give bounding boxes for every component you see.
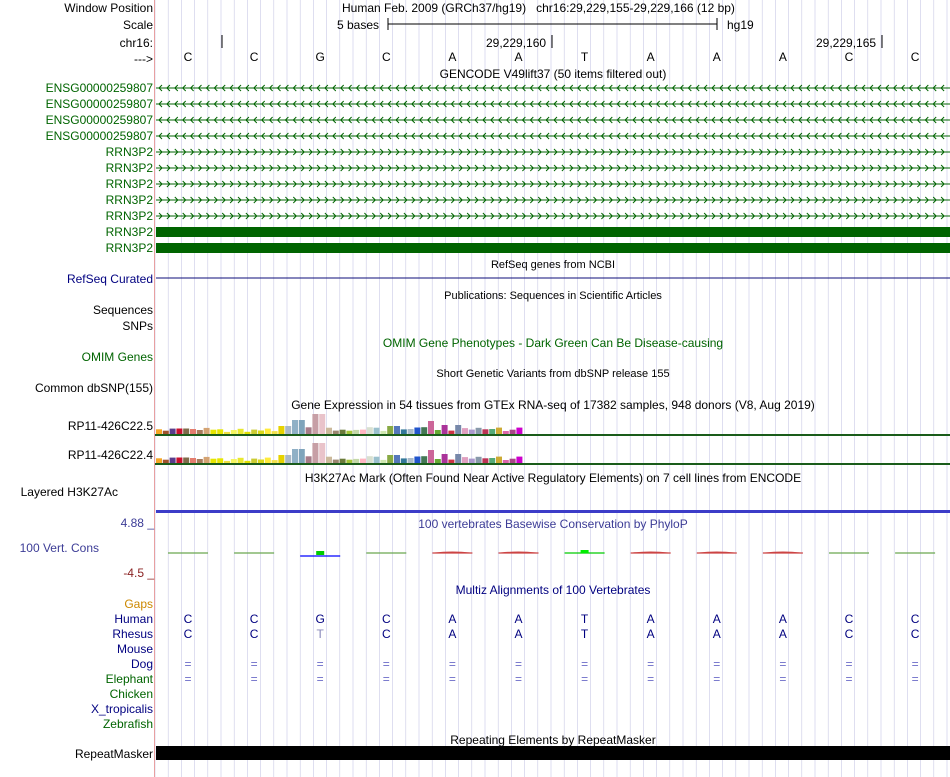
gtex-row-2-bar <box>312 443 318 463</box>
gtex-row-1-bar <box>442 425 448 434</box>
gtex-row-1-bar <box>319 414 325 434</box>
gtex-row-2-bar <box>217 458 223 463</box>
gtex-row-2-bar <box>442 454 448 463</box>
multiz-base: C <box>183 612 193 626</box>
gtex-row-1-bar <box>408 429 414 434</box>
gtex-row-1-bar <box>353 430 359 434</box>
sequence-base: C <box>381 50 391 64</box>
label-divider <box>154 0 155 777</box>
gtex-row-1-bar <box>489 429 495 434</box>
gencode-row-label[interactable]: ENSG00000259807 <box>45 81 153 95</box>
sequence-base: T <box>580 50 589 64</box>
gtex-row-2-bar <box>455 454 461 463</box>
window-position-label: Window Position <box>64 1 153 15</box>
gtex-row-2-bar <box>251 459 257 463</box>
sequence-base: C <box>249 50 259 64</box>
multiz-species-label[interactable]: Dog <box>130 657 153 671</box>
gtex-row-1-bar <box>394 426 400 434</box>
multiz-base: A <box>712 627 721 641</box>
gtex-row-1-bar <box>455 425 461 434</box>
gtex-row-2-bar <box>367 456 373 463</box>
gtex-row-2-bar <box>374 457 380 463</box>
multiz-base: = <box>514 657 522 671</box>
gtex-row-1-bar <box>156 429 162 434</box>
sequence-base: C <box>910 50 920 64</box>
gtex-row-2-bar <box>272 460 278 463</box>
multiz-base: A <box>646 627 655 641</box>
gtex-row-1-bar <box>170 429 176 434</box>
gtex-row-1-bar <box>346 431 352 434</box>
phylop-mark <box>581 550 589 553</box>
gtex-row-2-bar <box>414 457 420 464</box>
multiz-base: A <box>778 627 787 641</box>
gtex-row-1-bar <box>251 430 257 434</box>
gtex-row-2-bar <box>333 460 339 463</box>
phylop-label[interactable]: 100 Vert. Cons <box>19 541 99 555</box>
gtex-row-1-bar <box>496 428 502 434</box>
gtex-row-2-bar <box>210 459 216 463</box>
gtex-row-2-bar <box>156 458 162 463</box>
gtex-row-1-bar <box>333 431 339 434</box>
gtex-row-2-bar <box>204 457 210 463</box>
gtex-row-1-bar <box>435 430 441 434</box>
refseq-track-title[interactable]: RefSeq genes from NCBI <box>490 259 616 271</box>
gtex-row-2-bar <box>394 455 400 463</box>
multiz-base: = <box>779 672 787 686</box>
gtex-row-1-bar <box>272 431 278 434</box>
gtex-row-1-bar <box>469 430 475 434</box>
gtex-row-2-bar <box>278 455 284 463</box>
multiz-base: A <box>448 627 457 641</box>
gtex-row-1-bar <box>176 429 182 435</box>
gtex-row-2-bar <box>510 459 516 463</box>
gencode-exon-block <box>156 243 950 253</box>
gencode-row-label[interactable]: RRN3P2 <box>105 209 153 223</box>
chrom-label: chr16: <box>119 36 153 50</box>
gencode-row-label[interactable]: RRN3P2 <box>105 241 153 255</box>
snps-label[interactable]: SNPs <box>122 319 153 333</box>
gtex-row-1-bar <box>387 426 393 434</box>
scale-label: Scale <box>122 18 153 32</box>
gtex-row-2-bar <box>238 458 244 463</box>
multiz-base: C <box>844 612 854 626</box>
gtex-row-1-bar <box>204 428 210 434</box>
gtex-row-1-bar <box>421 427 427 434</box>
multiz-base: A <box>712 612 721 626</box>
gtex-row-1-bar <box>210 430 216 434</box>
gtex-row-2-bar <box>163 460 169 463</box>
multiz-base: = <box>911 657 919 671</box>
gtex-row-2-bar <box>353 459 359 463</box>
multiz-base: T <box>580 612 589 626</box>
multiz-base: A <box>448 612 457 626</box>
gtex-row-1-bar <box>190 429 196 434</box>
gtex-row-2-label[interactable]: RP11-426C22.4 <box>67 448 153 462</box>
multiz-base: T <box>316 627 324 641</box>
multiz-base: = <box>647 657 655 671</box>
gtex-row-2-bar <box>489 458 495 463</box>
multiz-base: = <box>911 672 919 686</box>
gtex-row-1-bar <box>217 429 223 434</box>
gtex-row-1-bar <box>292 420 298 434</box>
gtex-row-1-bar <box>258 431 264 435</box>
gtex-row-1-bar <box>197 430 203 434</box>
sequence-base: C <box>844 50 854 64</box>
multiz-base: C <box>910 627 920 641</box>
window-position-text: Human Feb. 2009 (GRCh37/hg19) chr16:29,229,155-29,229,166 (12 bp) <box>342 1 735 15</box>
gtex-row-1-bar <box>414 428 420 435</box>
strand-arrow-label: ---> <box>134 52 153 66</box>
multiz-base: = <box>250 657 258 671</box>
gtex-row-2-bar <box>319 443 325 463</box>
gencode-row-label[interactable]: RRN3P2 <box>105 145 153 159</box>
gencode-row-label[interactable]: ENSG00000259807 <box>45 129 153 143</box>
gtex-row-2-bar <box>387 455 393 463</box>
multiz-base: C <box>249 627 259 641</box>
gtex-row-1-bar <box>224 432 230 434</box>
multiz-base: = <box>382 657 390 671</box>
gtex-track-title[interactable]: Gene Expression in 54 tissues from GTEx RNA-seq of 17382 samples, 948 donors (V8, Aug 2019) <box>291 398 815 412</box>
multiz-base: = <box>713 657 721 671</box>
gencode-row-label[interactable]: ENSG00000259807 <box>45 97 153 111</box>
gtex-row-2-bar <box>299 449 305 463</box>
gtex-row-1-bar <box>244 432 250 434</box>
gtex-row-2-bar <box>285 455 291 463</box>
gtex-row-2-bar <box>482 458 488 463</box>
gtex-row-2-bar <box>401 458 407 463</box>
gtex-row-1-bar <box>401 429 407 434</box>
gtex-row-2-bar <box>326 457 332 463</box>
multiz-species-label[interactable]: Zebrafish <box>102 717 153 731</box>
gtex-row-1-bar <box>278 426 284 434</box>
multiz-base: = <box>647 672 655 686</box>
multiz-base: = <box>184 657 192 671</box>
multiz-base: = <box>845 672 853 686</box>
multiz-base: A <box>514 612 523 626</box>
h3k27ac-track-title[interactable]: H3K27Ac Mark (Often Found Near Active Regulatory Elements) on 7 cell lines from ENCODE <box>304 471 802 485</box>
gtex-row-2-bar <box>306 456 312 463</box>
refseq-label[interactable]: RefSeq Curated <box>66 272 153 286</box>
gtex-row-1-bar <box>360 430 366 434</box>
gtex-row-1-bar <box>299 420 305 434</box>
multiz-base: C <box>183 627 193 641</box>
multiz-species-label[interactable]: Human <box>114 612 153 626</box>
gencode-row-label[interactable]: RRN3P2 <box>105 225 153 239</box>
multiz-base: C <box>249 612 259 626</box>
multiz-base: A <box>778 612 787 626</box>
multiz-species-label[interactable]: Rhesus <box>112 627 153 641</box>
gtex-row-1-bar <box>476 428 482 434</box>
gtex-row-2-bar <box>428 450 434 463</box>
gtex-row-2-bar <box>292 449 298 463</box>
multiz-base: = <box>316 672 324 686</box>
sequence-base: C <box>183 50 193 64</box>
gtex-row-2-bar <box>170 458 176 463</box>
gtex-row-2-bar <box>448 460 454 463</box>
gtex-row-1-bar <box>306 427 312 434</box>
gencode-row-label[interactable]: RRN3P2 <box>105 177 153 191</box>
omim-label[interactable]: OMIM Genes <box>81 350 153 364</box>
base-grid <box>155 0 950 777</box>
track-area[interactable] <box>155 0 950 777</box>
multiz-species-label[interactable]: Mouse <box>116 642 153 656</box>
gencode-row-label[interactable]: RRN3P2 <box>105 161 153 175</box>
gtex-row-1-bar <box>340 430 346 434</box>
gtex-row-1-bar <box>183 429 189 435</box>
multiz-base: = <box>448 672 456 686</box>
gtex-row-1-bar <box>265 429 271 434</box>
phylop-mark <box>316 551 324 555</box>
multiz-base: = <box>448 657 456 671</box>
gtex-row-2-bar <box>380 460 386 463</box>
gtex-row-2-bar <box>476 457 482 463</box>
gtex-row-2-bar <box>462 457 468 463</box>
assembly-label: hg19 <box>727 18 754 32</box>
gtex-row-1-bar <box>428 421 434 434</box>
sequence-base: A <box>778 50 787 64</box>
position-tick-1: 29,229,160 <box>486 36 547 50</box>
gencode-exon-block <box>156 227 950 237</box>
repeatmasker-block <box>156 746 950 760</box>
multiz-base: = <box>184 672 192 686</box>
gtex-row-1-bar <box>482 429 488 434</box>
repeatmasker-label[interactable]: RepeatMasker <box>74 747 153 761</box>
gtex-row-2-bar <box>231 459 237 463</box>
multiz-base: = <box>713 672 721 686</box>
sequence-base: A <box>514 50 523 64</box>
dbsnp-track-title[interactable]: Short Genetic Variants from dbSNP release 155 <box>436 368 670 380</box>
multiz-base: = <box>845 657 853 671</box>
gtex-row-1-bar <box>312 414 318 434</box>
phylop-min-label: -4.5 _ <box>123 566 154 580</box>
gtex-row-1-bar <box>231 430 237 434</box>
gtex-row-2-bar <box>190 458 196 463</box>
gencode-track-title[interactable]: GENCODE V49lift37 (50 items filtered out) <box>439 67 667 81</box>
scale-text: 5 bases <box>337 18 380 32</box>
gtex-row-1-bar <box>462 428 468 434</box>
gtex-row-1-bar <box>374 428 380 434</box>
gtex-row-2-bar <box>340 459 346 463</box>
multiz-base: C <box>381 612 391 626</box>
gtex-row-1-bar <box>163 431 169 434</box>
gtex-row-1-bar <box>238 429 244 434</box>
gtex-row-2-bar <box>224 461 230 463</box>
gtex-row-1-bar <box>285 426 291 434</box>
repeatmasker-track-title[interactable]: Repeating Elements by RepeatMasker <box>450 733 656 747</box>
multiz-species-label[interactable]: Chicken <box>109 687 153 701</box>
gtex-row-1-bar <box>516 428 522 434</box>
multiz-base: A <box>514 627 523 641</box>
gtex-row-1-bar <box>326 428 332 434</box>
multiz-base: A <box>646 612 655 626</box>
h3k27ac-label[interactable]: Layered H3K27Ac <box>20 485 118 499</box>
gaps-label[interactable]: Gaps <box>124 597 153 611</box>
gtex-row-2-bar <box>496 457 502 463</box>
gtex-row-2-bar <box>360 459 366 463</box>
multiz-base: = <box>250 672 258 686</box>
gtex-row-2-bar <box>197 459 203 463</box>
gtex-row-2-bar <box>265 458 271 463</box>
gtex-row-1-bar <box>510 430 516 434</box>
multiz-base: = <box>382 672 390 686</box>
sequence-base: A <box>646 50 655 64</box>
omim-track-title[interactable]: OMIM Gene Phenotypes - Dark Green Can Be Disease-causing <box>382 336 724 350</box>
gtex-row-1-bar <box>503 431 509 434</box>
gtex-row-2-bar <box>469 459 475 463</box>
gtex-row-2-bar <box>503 460 509 463</box>
gtex-row-2-bar <box>176 458 182 464</box>
multiz-base: C <box>381 627 391 641</box>
dbsnp-label[interactable]: Common dbSNP(155) <box>34 381 153 395</box>
position-tick-2: 29,229,165 <box>816 36 877 50</box>
multiz-base: = <box>581 672 589 686</box>
gtex-row-1-label[interactable]: RP11-426C22.5 <box>67 419 153 433</box>
multiz-species-label[interactable]: Elephant <box>105 672 153 686</box>
multiz-track-title[interactable]: Multiz Alignments of 100 Vertebrates <box>455 583 651 597</box>
gtex-row-1-bar <box>367 427 373 434</box>
phylop-track-title[interactable]: 100 vertebrates Basewise Conservation by PhyloP <box>418 517 688 531</box>
gtex-row-2-bar <box>408 458 414 463</box>
multiz-base: C <box>910 612 920 626</box>
phylop-max-label: 4.88 _ <box>120 516 154 530</box>
sequence-base: A <box>448 50 457 64</box>
multiz-base: C <box>844 627 854 641</box>
multiz-base: = <box>581 657 589 671</box>
gtex-row-2-bar <box>346 460 352 463</box>
gtex-row-2-bar <box>258 460 264 464</box>
multiz-base: = <box>514 672 522 686</box>
multiz-base: = <box>316 657 324 671</box>
gencode-row-label[interactable]: ENSG00000259807 <box>45 113 153 127</box>
multiz-base: T <box>580 627 589 641</box>
sequence-base: G <box>315 50 325 64</box>
gtex-row-1-bar <box>380 431 386 434</box>
multiz-base: G <box>315 612 325 626</box>
multiz-species-label[interactable]: X_tropicalis <box>90 702 153 716</box>
gencode-row-label[interactable]: RRN3P2 <box>105 193 153 207</box>
gtex-row-1-bar <box>448 431 454 434</box>
gtex-row-2-bar <box>183 458 189 464</box>
gtex-row-2-bar <box>435 459 441 463</box>
sequences-label[interactable]: Sequences <box>92 303 153 317</box>
gtex-row-2-bar <box>516 457 522 463</box>
h3k27ac-signal-bar <box>156 510 950 513</box>
sequence-base: A <box>712 50 721 64</box>
gtex-row-2-bar <box>244 461 250 463</box>
multiz-base: = <box>779 657 787 671</box>
gtex-row-2-bar <box>421 456 427 463</box>
publications-track-title[interactable]: Publications: Sequences in Scientific Articles <box>444 290 662 302</box>
